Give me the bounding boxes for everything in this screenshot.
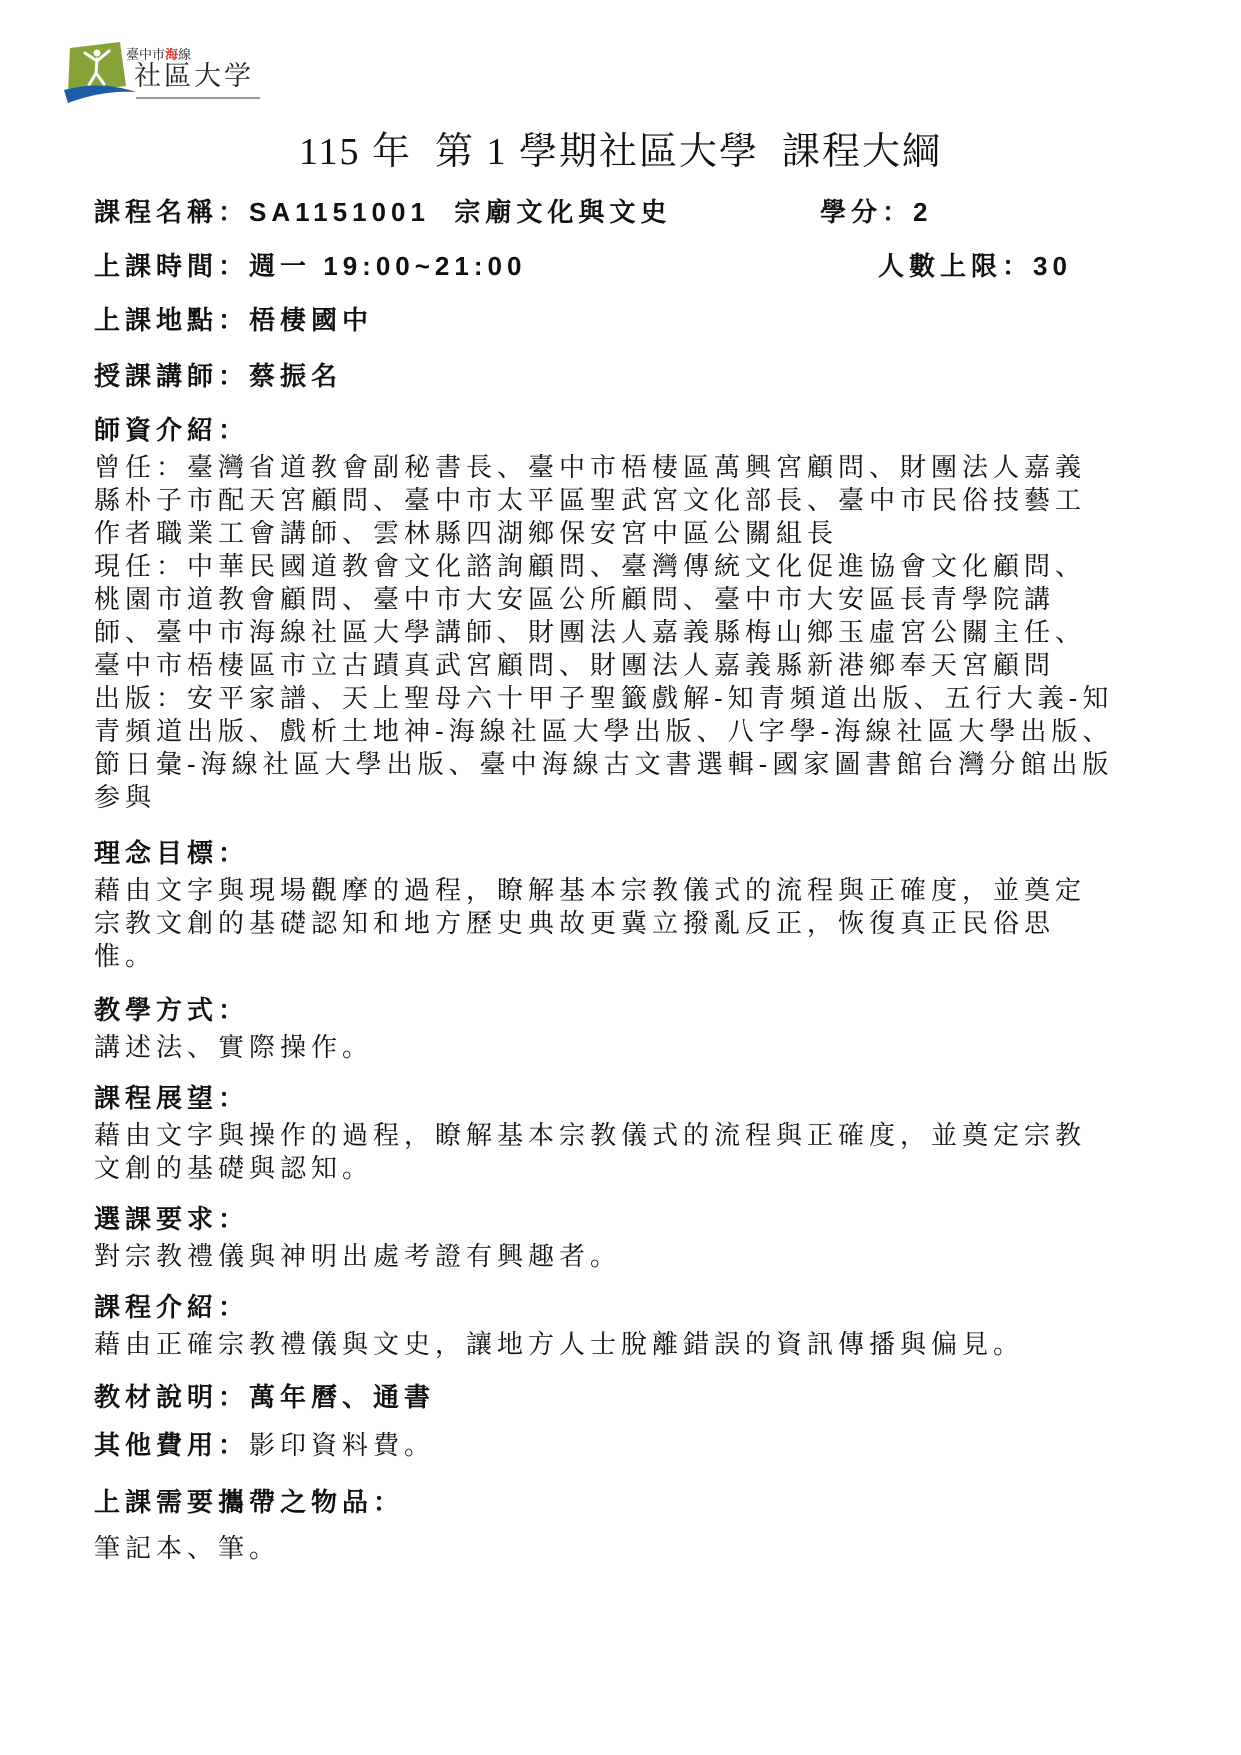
course-intro-section: [94, 1289, 1194, 1361]
items-to-bring-label: 上課需要攜帶之物品：: [94, 1487, 405, 1517]
course-name-label: 課程名稱：: [94, 197, 250, 227]
logo-top-text: [126, 47, 191, 62]
teacher-intro-line: 出版：安平家譜、天上聖母六十甲子聖籤戲解-知青頻道出版、五行大義-知: [94, 683, 1114, 713]
philosophy-section: [94, 835, 1194, 973]
location-label: 上課地點：: [94, 305, 250, 335]
college-logo: [64, 40, 280, 112]
location-row: [94, 302, 373, 338]
items-to-bring-section: [94, 1484, 1194, 1565]
class-time-value: 週一 19:00~21:00: [249, 251, 527, 281]
capacity-label: 人數上限：: [878, 251, 1034, 281]
philosophy-line: 藉由文字與現場觀摩的過程，瞭解基本宗教儀式的流程與正確度，並奠定: [94, 875, 1087, 905]
enrollment-requirements-label: 選課要求：: [94, 1204, 250, 1234]
logo-top-text-b: 線: [178, 47, 192, 62]
capacity-row: [878, 248, 1072, 284]
class-time-label: 上課時間：: [94, 251, 250, 281]
course-outlook-section: [94, 1080, 1194, 1185]
philosophy-text: [94, 874, 1194, 973]
class-time-row: [94, 248, 526, 284]
materials-label: 教材說明：: [94, 1382, 250, 1412]
teacher-intro-label: 師資介紹：: [94, 415, 250, 445]
teacher-intro-line: 参與: [94, 782, 157, 812]
teacher-intro-line: 臺中市梧棲區市立古蹟真武宮顧問、財團法人嘉義縣新港鄉奉天宮顧問: [94, 650, 1056, 680]
teacher-intro-line: 現任：中華民國道教會文化諮詢顧問、臺灣傳統文化促進協會文化顧問、: [94, 551, 1087, 581]
logo-top-text-a: 臺中市: [126, 47, 166, 62]
course-name-row: [94, 194, 671, 230]
philosophy-label: 理念目標：: [94, 838, 250, 868]
enrollment-requirements-line: 對宗教禮儀與神明出處考證有興趣者。: [94, 1241, 622, 1271]
teaching-method-section: [94, 992, 1194, 1064]
credits-label: 學分：: [820, 197, 914, 227]
course-outlook-label: 課程展望：: [94, 1083, 250, 1113]
logo-main-text: 社區大学: [134, 61, 254, 91]
course-outlook-line: 藉由文字與操作的過程，瞭解基本宗教儀式的流程與正確度，並奠定宗教: [94, 1120, 1087, 1150]
course-outlook-line: 文創的基礎與認知。: [94, 1153, 374, 1183]
teacher-intro-line: 縣朴子市配天宮顧問、臺中市太平區聖武宮文化部長、臺中市民俗技藝工: [94, 485, 1087, 515]
logo-top-text-mark: 海: [165, 47, 179, 62]
credits-value: 2: [913, 197, 933, 227]
instructor-label: 授課講師：: [94, 361, 250, 391]
teaching-method-line: 講述法、實際操作。: [94, 1032, 374, 1062]
course-intro-text: [94, 1328, 1194, 1361]
enrollment-requirements-text: [94, 1240, 1194, 1273]
course-name-value: SA1151001 宗廟文化與文史: [249, 197, 672, 227]
location-value: 梧棲國中: [249, 305, 374, 335]
credits-row: [820, 194, 932, 230]
materials-value: 萬年曆、通書: [249, 1382, 436, 1412]
teaching-method-text: [94, 1031, 1194, 1064]
instructor-row: [94, 358, 342, 394]
philosophy-line: 惟。: [94, 941, 157, 971]
teacher-intro-section: [94, 412, 1194, 814]
materials-section: [94, 1379, 1194, 1415]
philosophy-line: 宗教文創的基礎認知和地方歷史典故更冀立撥亂反正，恢復真正民俗思: [94, 908, 1056, 938]
teacher-intro-line: 青頻道出版、戲析土地神-海線社區大學出版、八字學-海線社區大學出版、: [94, 716, 1114, 746]
materials-row: [94, 1379, 1194, 1415]
teacher-intro-line: 桃園市道教會顧問、臺中市大安區公所顧問、臺中市大安區長青學院講: [94, 584, 1056, 614]
other-fees-label: 其他費用：: [94, 1430, 250, 1460]
enrollment-requirements-section: [94, 1201, 1194, 1273]
teacher-intro-text: [94, 451, 1194, 814]
instructor-value: 蔡振名: [249, 361, 343, 391]
teaching-method-label: 教學方式：: [94, 995, 250, 1025]
other-fees-section: [94, 1427, 1194, 1463]
items-to-bring-text: [94, 1532, 1194, 1565]
page-title: 115 年 第 1 學期社區大學 課程大綱: [298, 131, 943, 173]
course-intro-line: 藉由正確宗教禮儀與文史，讓地方人士脫離錯誤的資訊傳播與偏見。: [94, 1329, 1025, 1359]
logo-blue-swoosh: [64, 85, 136, 103]
teacher-intro-line: 曾任：臺灣省道教會副秘書長、臺中市梧棲區萬興宮顧問、財團法人嘉義: [94, 452, 1087, 482]
other-fees-value: 影印資料費。: [249, 1430, 436, 1460]
teacher-intro-line: 節日彙-海線社區大學出版、臺中海線古文書選輯-國家圖書館台灣分館出版: [94, 749, 1114, 779]
course-outlook-text: [94, 1119, 1194, 1185]
teacher-intro-line: 作者職業工會講師、雲林縣四湖鄉保安宮中區公關組長: [94, 518, 839, 548]
capacity-value: 30: [1033, 251, 1072, 281]
teacher-intro-line: 師、臺中市海線社區大學講師、財團法人嘉義縣梅山鄉玉虛宮公關主任、: [94, 617, 1087, 647]
other-fees-row: [94, 1427, 1194, 1463]
items-to-bring-line: 筆記本、筆。: [94, 1533, 281, 1563]
course-intro-label: 課程介紹：: [94, 1292, 250, 1322]
